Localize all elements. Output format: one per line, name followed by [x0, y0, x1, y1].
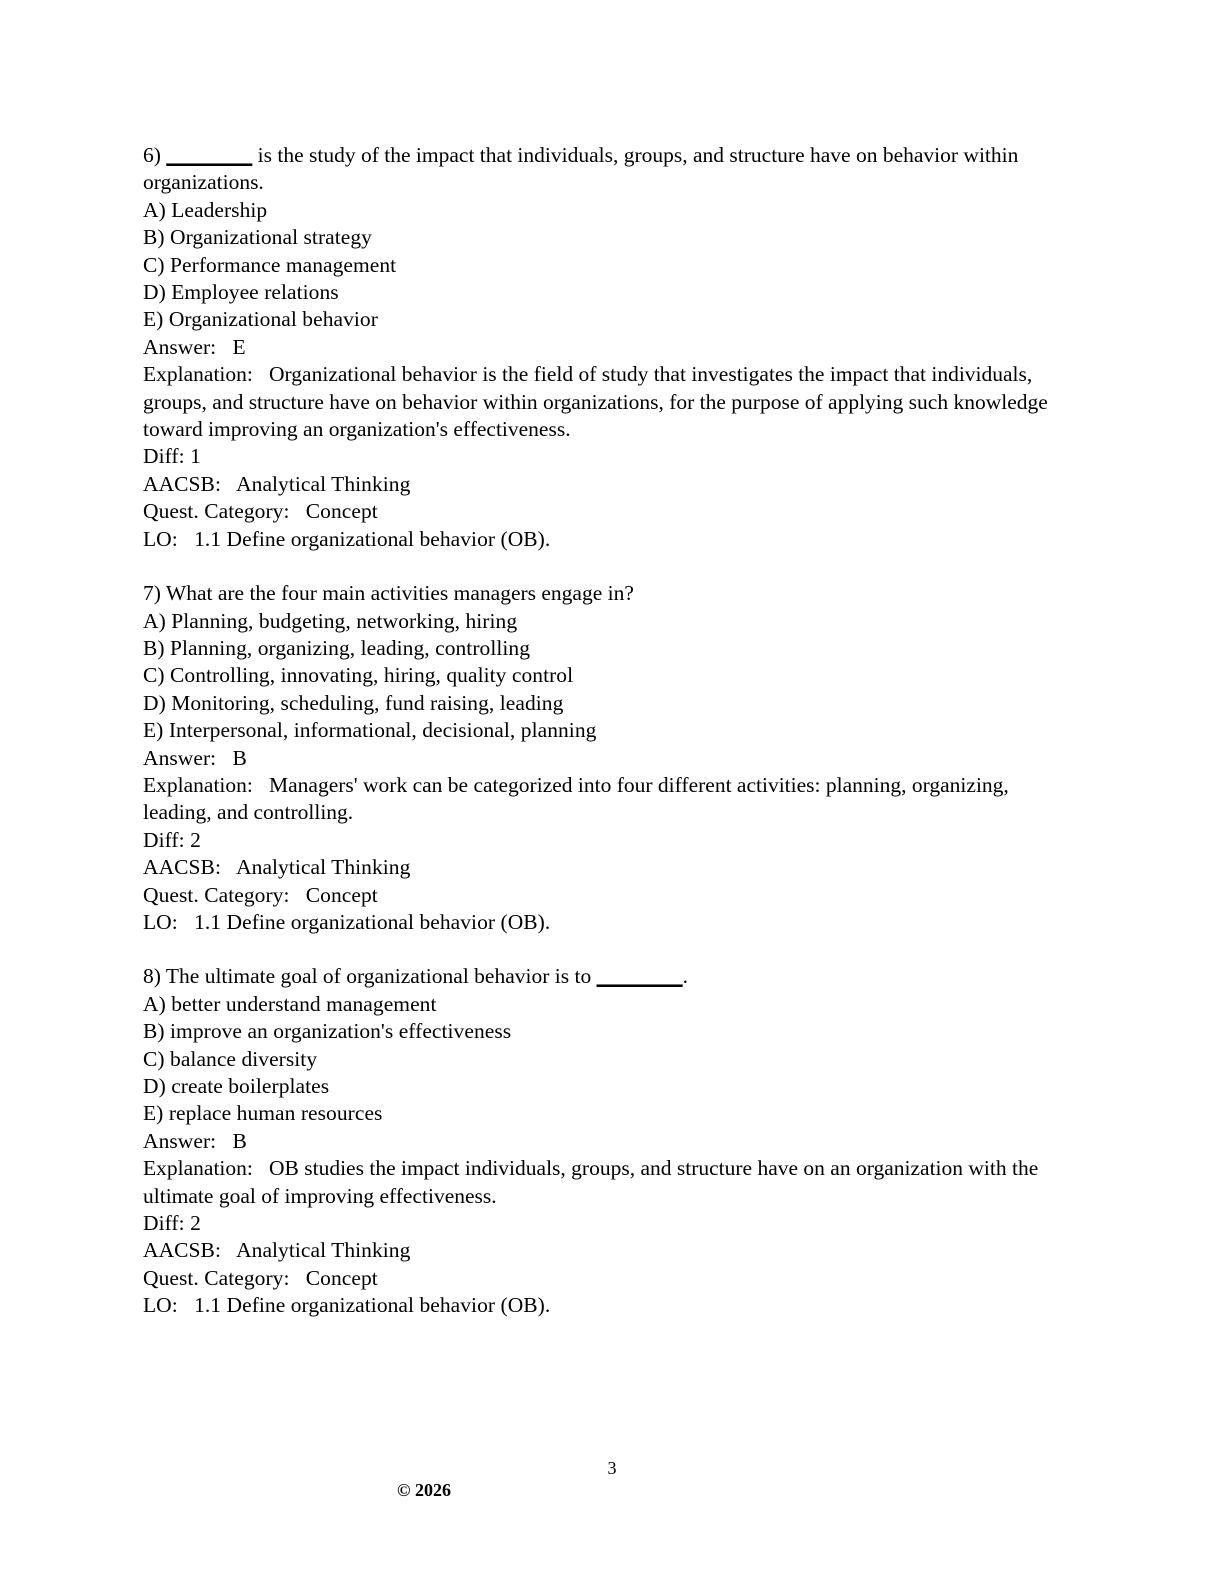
- option-b: B) Organizational strategy: [143, 225, 372, 250]
- explanation-row: [143, 772, 1053, 827]
- option-c: C) Performance management: [143, 252, 397, 277]
- option-c: C) balance diversity: [143, 1046, 318, 1071]
- explanation-label: Explanation:: [143, 362, 253, 387]
- aacsb-row: [143, 1237, 1053, 1264]
- question-list: [143, 142, 1053, 1320]
- quest-category-label: Quest. Category:: [143, 882, 290, 907]
- option-e: E) Interpersonal, informational, decisional, planning: [143, 718, 597, 743]
- answer-row: [143, 1128, 1053, 1155]
- lo-row: [143, 909, 1053, 936]
- explanation-value: Organizational behavior is the field of study that investigates the impact that individuals, groups, and structure have on behavior within organizations, for the purpose of applying such knowledge toward improving an organization's effectiveness.: [143, 362, 1054, 442]
- lo-label: LO:: [143, 526, 178, 551]
- page-number: 3: [607, 1458, 617, 1478]
- quest-category-value: Concept: [305, 882, 378, 907]
- lo-value: 1.1 Define organizational behavior (OB).: [194, 526, 551, 551]
- question-stem-prefix: 6): [143, 143, 167, 167]
- quest-category-value: Concept: [305, 1265, 378, 1290]
- explanation-row: [143, 1155, 1053, 1210]
- option-d: D) create boilerplates: [143, 1074, 330, 1098]
- answer-value: B: [232, 745, 247, 770]
- option-e: E) Organizational behavior: [143, 307, 378, 332]
- question-block-8: [143, 963, 1053, 1319]
- question-block-7: [143, 580, 1053, 936]
- aacsb-row: [143, 471, 1053, 498]
- answer-row: [143, 334, 1053, 361]
- quest-category-label: Quest. Category:: [143, 499, 290, 524]
- difficulty-row: Diff: 2: [143, 827, 201, 852]
- question-stem-blank: ________: [596, 964, 683, 989]
- aacsb-value: Analytical Thinking: [236, 471, 411, 496]
- quest-category-row: [143, 882, 1053, 909]
- copyright-notice: © 2026: [397, 1480, 451, 1500]
- answer-row: [143, 745, 1053, 772]
- aacsb-label: AACSB:: [143, 471, 221, 496]
- question-stem: [143, 963, 1053, 990]
- quest-category-value: Concept: [305, 499, 378, 524]
- quest-category-row: [143, 1265, 1053, 1292]
- quest-category-row: [143, 498, 1053, 525]
- difficulty-row: Diff: 1: [143, 444, 201, 469]
- explanation-label: Explanation:: [143, 1156, 253, 1181]
- explanation-row: [143, 361, 1053, 443]
- question-block-6: [143, 142, 1053, 553]
- lo-label: LO:: [143, 909, 178, 934]
- quest-category-label: Quest. Category:: [143, 1265, 290, 1290]
- option-a: A) Planning, budgeting, networking, hiring: [143, 608, 518, 633]
- question-stem-prefix: 7) What are the four main activities managers engage in?: [143, 581, 634, 606]
- answer-label: Answer:: [143, 334, 217, 359]
- question-stem: [143, 142, 1053, 197]
- option-b: B) Planning, organizing, leading, controlling: [143, 635, 531, 660]
- explanation-value: OB studies the impact individuals, groups, and structure have on an organization with the ultimate goal of improving effectiveness.: [143, 1156, 1044, 1208]
- option-d: D) Monitoring, scheduling, fund raising, leading: [143, 690, 564, 715]
- question-stem-rest: .: [682, 964, 688, 989]
- answer-value: E: [232, 334, 246, 359]
- question-stem-rest: is the study of the impact that individuals, groups, and structure have on behavior within organizations.: [143, 143, 1024, 195]
- explanation-value: Managers' work can be categorized into four different activities: planning, organizing, leading, and controlling.: [143, 772, 1015, 825]
- option-b: B) improve an organization's effectiveness: [143, 1019, 512, 1044]
- answer-label: Answer:: [143, 745, 217, 770]
- aacsb-label: AACSB:: [143, 1238, 221, 1263]
- option-a: A) better understand management: [143, 991, 437, 1016]
- lo-label: LO:: [143, 1293, 178, 1318]
- option-e: E) replace human resources: [143, 1101, 383, 1126]
- question-stem: [143, 580, 1053, 607]
- answer-value: B: [232, 1128, 247, 1153]
- option-a: A) Leadership: [143, 197, 268, 222]
- question-stem-prefix: 8) The ultimate goal of organizational behavior is to: [143, 964, 597, 989]
- question-stem-blank: ________: [166, 143, 253, 167]
- difficulty-row: Diff: 2: [143, 1211, 201, 1236]
- lo-value: 1.1 Define organizational behavior (OB).: [194, 909, 551, 934]
- aacsb-label: AACSB:: [143, 855, 221, 880]
- aacsb-value: Analytical Thinking: [236, 855, 411, 880]
- aacsb-row: [143, 854, 1053, 881]
- answer-label: Answer:: [143, 1128, 217, 1153]
- explanation-label: Explanation:: [143, 772, 253, 797]
- aacsb-value: Analytical Thinking: [236, 1238, 411, 1263]
- lo-row: [143, 526, 1053, 553]
- option-c: C) Controlling, innovating, hiring, quality control: [143, 663, 574, 688]
- lo-value: 1.1 Define organizational behavior (OB).: [194, 1293, 551, 1318]
- option-d: D) Employee relations: [143, 280, 339, 305]
- lo-row: [143, 1292, 1053, 1319]
